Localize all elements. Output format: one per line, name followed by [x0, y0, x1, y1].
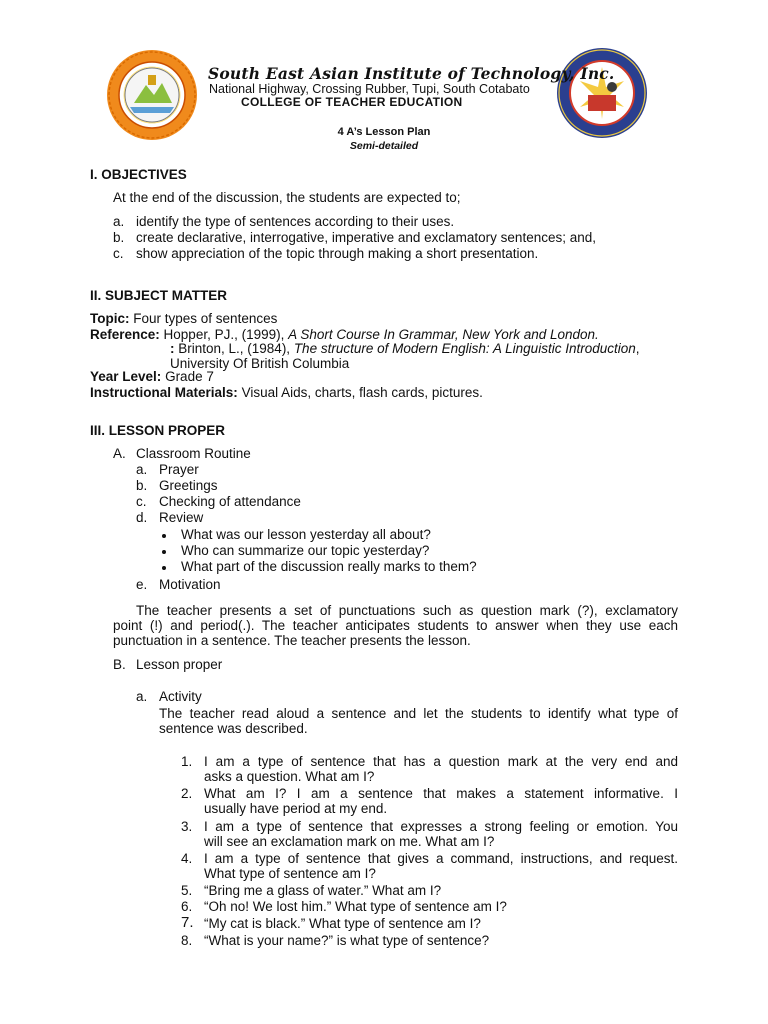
- routine-marker: e.: [136, 577, 148, 592]
- materials-label: Instructional Materials:: [90, 385, 238, 400]
- question-text: What am I? I am a sentence that makes a statement informative. I: [204, 786, 678, 801]
- section-marker: A.: [113, 446, 126, 461]
- question-text: “My cat is black.” What type of sentence am I?: [204, 916, 481, 931]
- question-text: “What is your name?” is what type of sentence?: [204, 933, 490, 948]
- objective-marker: c.: [113, 246, 124, 261]
- objectives-heading: I. OBJECTIVES: [90, 167, 187, 182]
- objective-item: identify the type of sentences according to their uses.: [136, 214, 455, 229]
- routine-item: Review: [159, 510, 204, 525]
- reference-2-title: The structure of Modern English: A Linguistic Introduction: [293, 341, 636, 356]
- year-level-line: [90, 369, 214, 384]
- question-number: 3.: [181, 819, 193, 834]
- question-text: I am a type of sentence that gives a command, instructions, and request.: [204, 851, 678, 866]
- materials-value: Visual Aids, charts, flash cards, pictures.: [241, 385, 483, 400]
- reference-line: [90, 327, 599, 342]
- routine-item: Greetings: [159, 478, 218, 493]
- activity-marker: a.: [136, 689, 148, 704]
- objective-marker: a.: [113, 214, 125, 229]
- review-question: What part of the discussion really marks to them?: [181, 559, 477, 574]
- reference-2-authors: Brinton, L., (1984),: [174, 341, 294, 356]
- subject-matter-heading: II. SUBJECT MATTER: [90, 288, 228, 303]
- objective-item: create declarative, interrogative, imperative and exclamatory sentences; and,: [136, 230, 596, 245]
- question-text: asks a question. What am I?: [204, 769, 375, 784]
- reference-label: Reference:: [90, 327, 160, 342]
- question-text: will see an exclamation mark on me. What am I?: [204, 834, 495, 849]
- motivation-text: punctuation in a sentence. The teacher presents the lesson.: [113, 633, 471, 648]
- question-number: 5.: [181, 883, 193, 898]
- plan-title: 4 A’s Lesson Plan: [337, 126, 431, 138]
- reference-2-comma: ,: [635, 341, 640, 356]
- question-text: What type of sentence am I?: [204, 866, 376, 881]
- reference-1-authors: Hopper, PJ., (1999),: [163, 327, 289, 342]
- routine-marker: b.: [136, 478, 148, 493]
- lesson-proper-title: Lesson proper: [136, 657, 223, 672]
- motivation-text: The teacher presents a set of punctuations such as question mark (?), exclamatory: [136, 603, 678, 618]
- objective-marker: b.: [113, 230, 125, 245]
- routine-marker: d.: [136, 510, 148, 525]
- question-number: 4.: [181, 851, 193, 866]
- materials-line: [90, 385, 483, 400]
- year-level-label: Year Level:: [90, 369, 162, 384]
- question-number: 8.: [181, 933, 193, 948]
- topic-value: Four types of sentences: [133, 311, 278, 326]
- routine-marker: a.: [136, 462, 148, 477]
- motivation-text: point (!) and period(.). The teacher anticipates students to answer when they use each: [113, 618, 678, 633]
- school-name: South East Asian Institute of Technology, Inc.: [208, 64, 615, 83]
- review-question: What was our lesson yesterday all about?: [181, 527, 431, 542]
- routine-item: Checking of attendance: [159, 494, 301, 509]
- routine-marker: c.: [136, 494, 147, 509]
- lesson-proper-heading: III. LESSON PROPER: [90, 423, 226, 438]
- bullet-icon: [162, 534, 166, 538]
- topic-label: Topic:: [90, 311, 130, 326]
- year-level-value: Grade 7: [165, 369, 214, 384]
- question-text: “Oh no! We lost him.” What type of sentence am I?: [204, 899, 507, 914]
- activity-text: The teacher read aloud a sentence and let the students to identify what type of: [159, 706, 678, 721]
- reference-2-colon: :: [170, 341, 175, 356]
- review-question: Who can summarize our topic yesterday?: [181, 543, 430, 558]
- activity-text: sentence was described.: [159, 721, 308, 736]
- question-text: “Bring me a glass of water.” What am I?: [204, 883, 442, 898]
- question-text: usually have period at my end.: [204, 801, 388, 816]
- plan-subtitle: Semi-detailed: [349, 140, 419, 152]
- question-number: 2.: [181, 786, 193, 801]
- question-number: 6.: [181, 899, 193, 914]
- school-address: National Highway, Crossing Rubber, Tupi, South Cotabato: [209, 82, 530, 96]
- reference-1-title: A Short Course In Grammar, New York and London.: [288, 327, 599, 342]
- motivation-title: Motivation: [159, 577, 221, 592]
- reference-2-line: [170, 341, 640, 356]
- bullet-icon: [162, 550, 166, 554]
- objective-item: show appreciation of the topic through making a short presentation.: [136, 246, 539, 261]
- classroom-routine-title: Classroom Routine: [136, 446, 251, 461]
- objectives-intro: At the end of the discussion, the students are expected to;: [113, 190, 461, 205]
- bullet-icon: [162, 566, 166, 570]
- question-number: 1.: [181, 754, 193, 769]
- activity-title: Activity: [159, 689, 202, 704]
- topic-line: [90, 311, 277, 326]
- question-number: 7.: [181, 914, 194, 931]
- routine-item: Prayer: [159, 462, 199, 477]
- question-text: I am a type of sentence that expresses a strong feeling or emotion. You: [204, 819, 678, 834]
- question-text: I am a type of sentence that has a question mark at the very end and: [204, 754, 678, 769]
- reference-2-publisher: University Of British Columbia: [170, 356, 350, 371]
- college-name: COLLEGE OF TEACHER EDUCATION: [241, 95, 463, 109]
- section-marker: B.: [113, 657, 126, 672]
